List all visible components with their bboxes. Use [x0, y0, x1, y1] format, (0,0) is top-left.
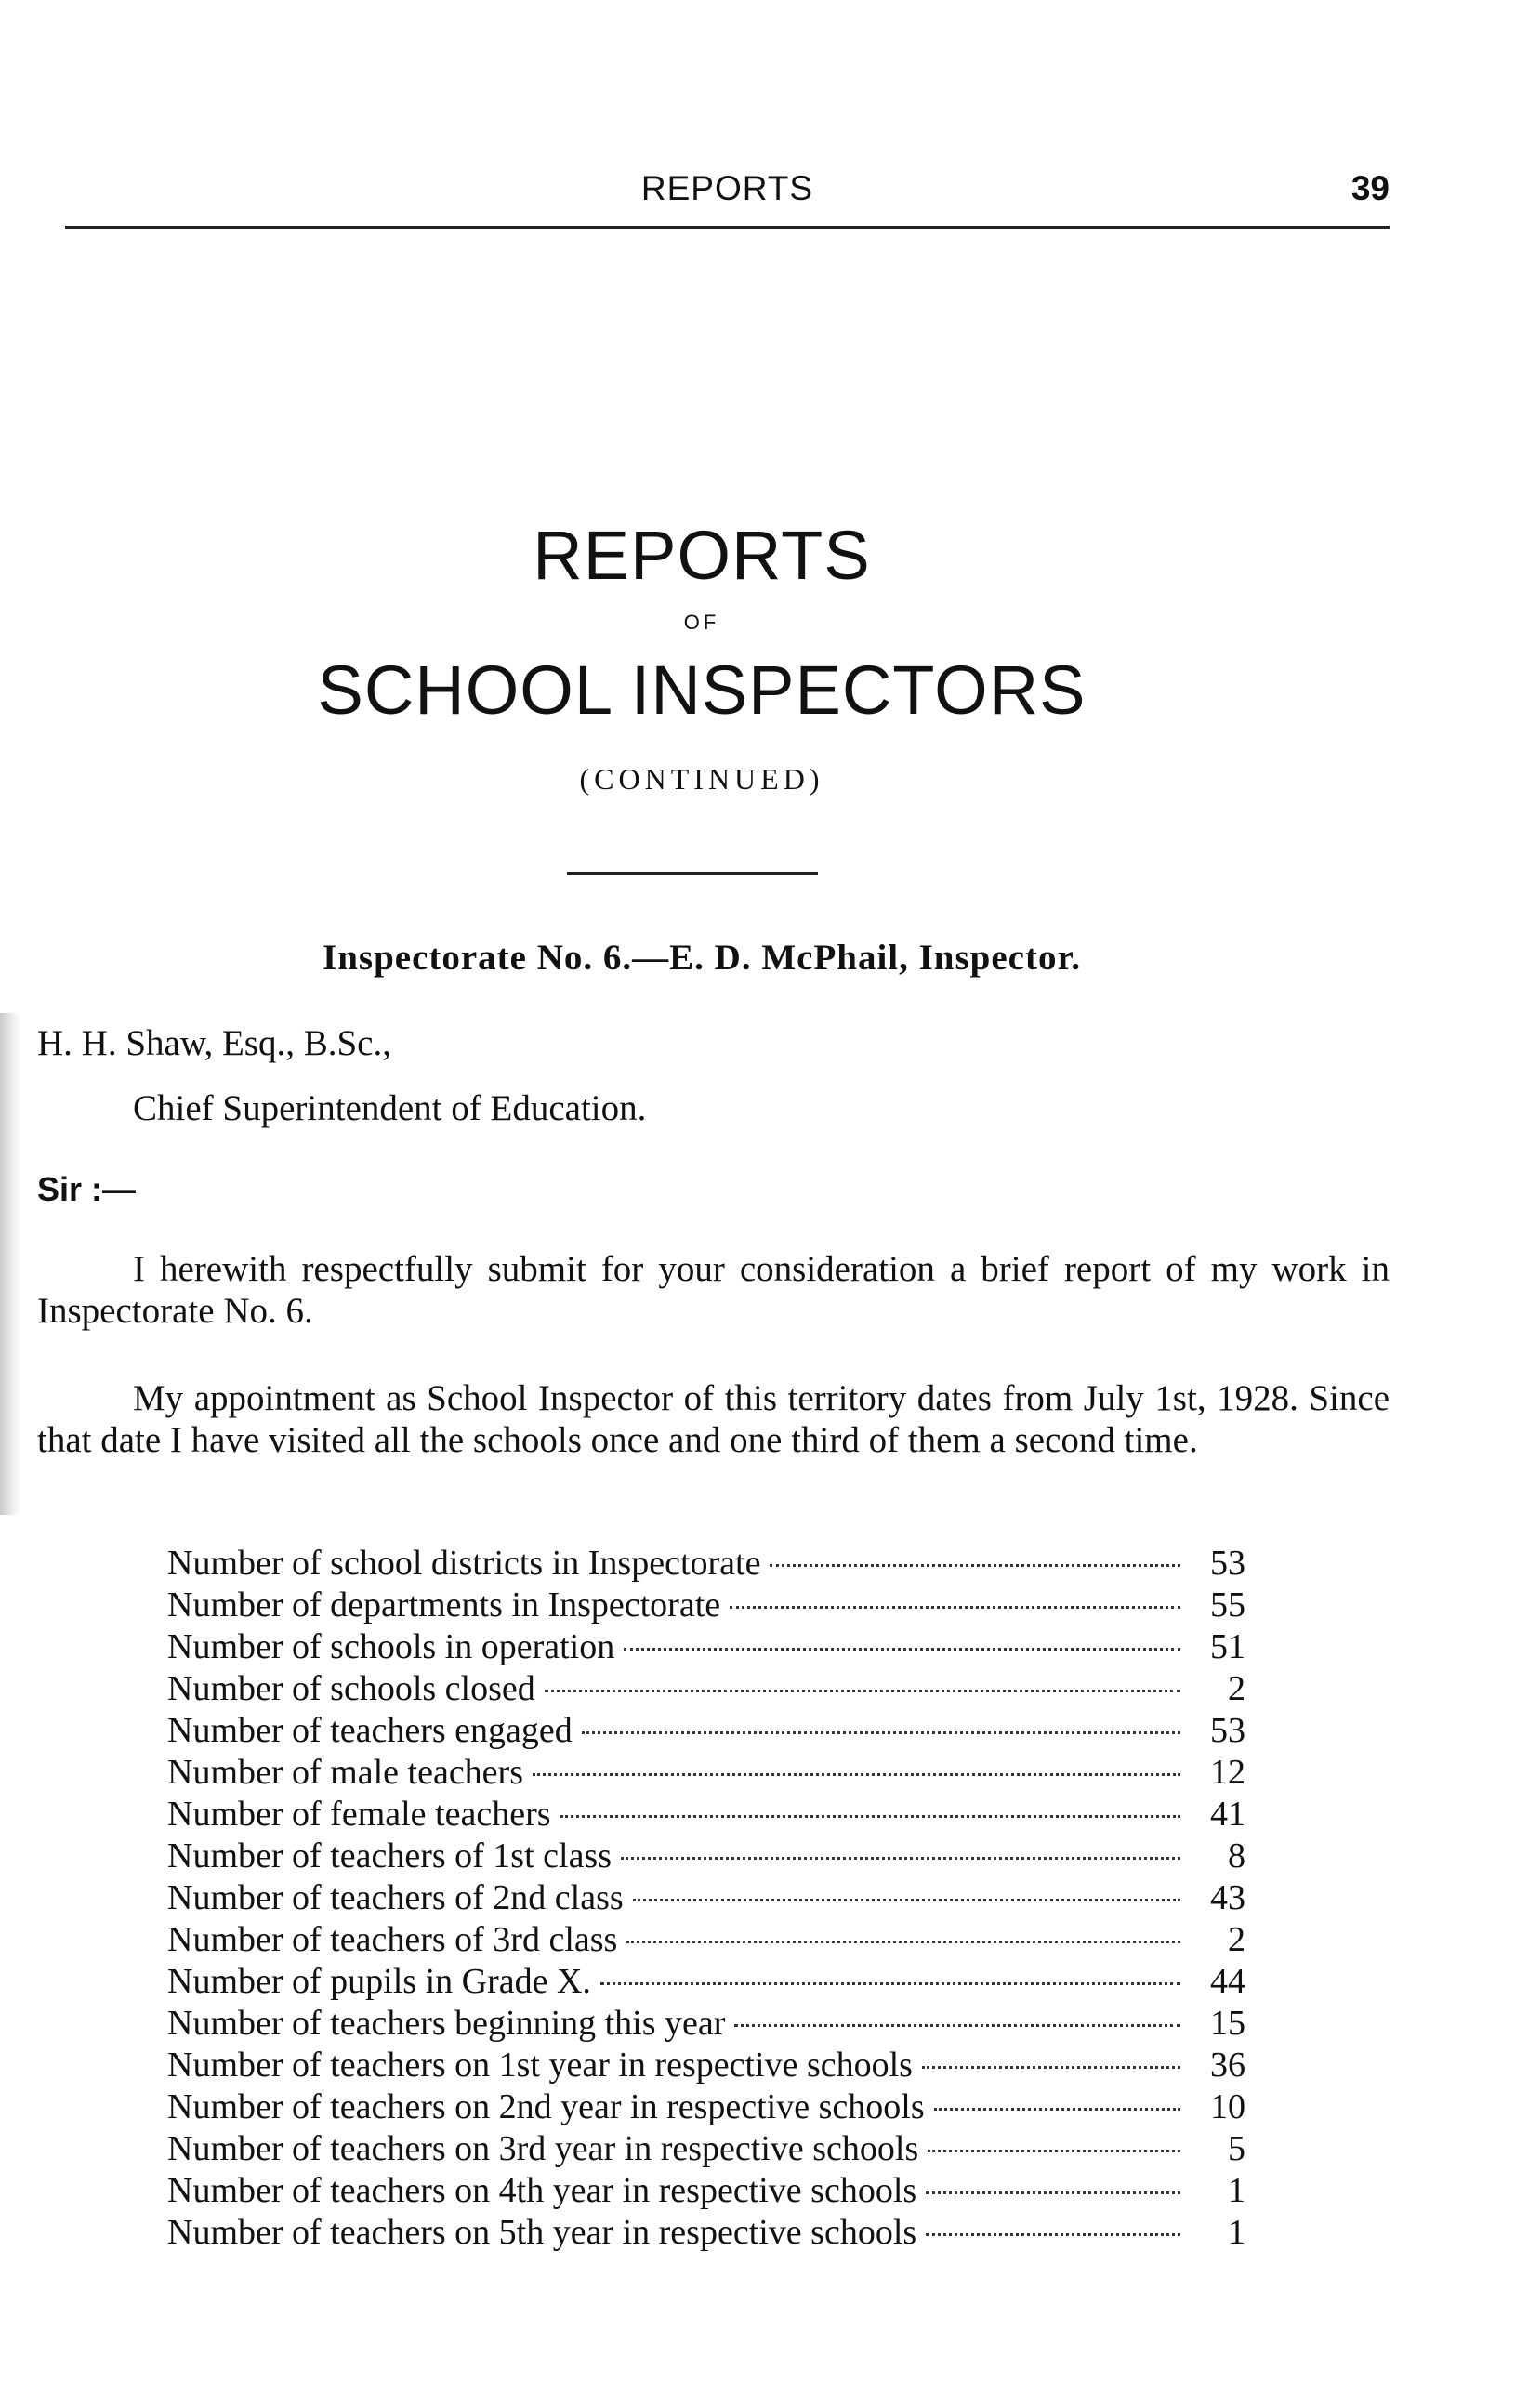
stat-row — [167, 1585, 1245, 1626]
paragraph-2 — [37, 1377, 1390, 1461]
stat-row — [167, 2128, 1245, 2170]
stat-value: 8 — [1228, 1836, 1245, 1875]
stat-row — [167, 1794, 1245, 1836]
dot-leader — [770, 1564, 1180, 1567]
stat-value: 36 — [1210, 2046, 1245, 2085]
stat-value: 2 — [1228, 1669, 1245, 1708]
stat-value: 53 — [1210, 1711, 1245, 1750]
stat-row — [167, 1710, 1245, 1752]
stat-row — [167, 2045, 1245, 2086]
running-header — [65, 165, 1390, 212]
statistics-list — [167, 1543, 1245, 2254]
page-number: 39 — [1350, 169, 1390, 207]
dot-leader — [621, 1857, 1180, 1860]
stat-label: Number of schools closed — [167, 1669, 535, 1708]
stat-row — [167, 1668, 1245, 1710]
stat-label: Number of female teachers — [167, 1795, 551, 1834]
dot-leader — [926, 2233, 1180, 2236]
stat-row — [167, 1877, 1245, 1919]
stat-row — [167, 1836, 1245, 1877]
dot-leader — [730, 1606, 1180, 1609]
stat-row — [167, 2086, 1245, 2128]
stat-label: Number of teachers of 3rd class — [167, 1920, 618, 1959]
stat-value: 43 — [1210, 1878, 1245, 1917]
stat-row — [167, 2170, 1245, 2212]
stat-label: Number of teachers of 1st class — [167, 1836, 613, 1875]
stat-label: Number of teachers on 4th year in respective schools — [167, 2171, 917, 2210]
scan-edge-shadow — [0, 1013, 20, 1515]
stat-label: Number of teachers on 3rd year in respective schools — [167, 2129, 919, 2168]
stat-value: 10 — [1210, 2087, 1245, 2126]
stat-label: Number of departments in Inspectorate — [167, 1586, 721, 1625]
stat-label: Number of teachers on 1st year in respective schools — [167, 2046, 913, 2085]
stat-value: 2 — [1228, 1920, 1245, 1959]
title-reports: REPORTS — [533, 517, 871, 594]
stat-value: 55 — [1210, 1586, 1245, 1625]
stat-row — [167, 1919, 1245, 1961]
stat-value: 12 — [1210, 1753, 1245, 1792]
dot-leader — [734, 2024, 1180, 2027]
stat-value: 51 — [1210, 1627, 1245, 1666]
inspectorate-heading: Inspectorate No. 6.—E. D. McPhail, Inspector. — [323, 938, 1081, 978]
dot-leader — [624, 1648, 1180, 1651]
title-continued: (CONTINUED) — [579, 762, 824, 796]
stat-value: 5 — [1228, 2129, 1245, 2168]
stat-row — [167, 1626, 1245, 1668]
dot-leader — [922, 2066, 1180, 2069]
paragraph-1-text: I herewith respectfully submit for your consideration a brief report of my work in Inspectorate No. 6. — [37, 1249, 1390, 1331]
stat-value: 1 — [1228, 2171, 1245, 2210]
stat-label: Number of teachers of 2nd class — [167, 1878, 624, 1917]
dot-leader — [533, 1773, 1180, 1776]
stat-row — [167, 2212, 1245, 2254]
stat-label: Number of teachers on 5th year in respective schools — [167, 2213, 917, 2252]
stat-label: Number of school districts in Inspectorate — [167, 1544, 761, 1583]
dot-leader — [626, 1941, 1180, 1943]
stat-label: Number of male teachers — [167, 1753, 523, 1792]
dot-leader — [926, 2191, 1180, 2194]
stat-value: 44 — [1210, 1962, 1245, 2001]
stat-value: 53 — [1210, 1544, 1245, 1583]
addressee: H. H. Shaw, Esq., B.Sc., — [37, 1023, 391, 1063]
dot-leader — [600, 1982, 1180, 1985]
paragraph-2-text: My appointment as School Inspector of this territory dates from July 1st, 1928. Since that date I have visited all the schools once and one third of them a second time. — [37, 1378, 1390, 1460]
stat-label: Number of teachers engaged — [167, 1711, 573, 1750]
stat-row — [167, 1752, 1245, 1794]
stat-value: 41 — [1210, 1795, 1245, 1834]
header-rule — [65, 226, 1390, 229]
dot-leader — [928, 2150, 1180, 2152]
salutation: Sir :— — [37, 1170, 137, 1208]
title-school-inspectors: SCHOOL INSPECTORS — [317, 651, 1087, 729]
dot-leader — [545, 1690, 1180, 1692]
stat-row — [167, 2003, 1245, 2045]
paragraph-1 — [37, 1248, 1390, 1332]
running-title: REPORTS — [640, 169, 814, 207]
title-rule — [567, 872, 818, 875]
addressee-title: Chief Superintendent of Education. — [133, 1088, 647, 1128]
dot-leader — [633, 1899, 1180, 1901]
stat-label: Number of schools in operation — [167, 1627, 615, 1666]
stat-label: Number of teachers beginning this year — [167, 2004, 726, 2043]
dot-leader — [934, 2108, 1180, 2111]
stat-label: Number of pupils in Grade X. — [167, 1962, 591, 2001]
stat-value: 1 — [1228, 2213, 1245, 2252]
stat-row — [167, 1543, 1245, 1585]
title-of: OF — [683, 611, 720, 634]
stat-value: 15 — [1210, 2004, 1245, 2043]
dot-leader — [560, 1815, 1180, 1818]
dot-leader — [582, 1731, 1180, 1734]
stat-row — [167, 1961, 1245, 2003]
stat-label: Number of teachers on 2nd year in respective schools — [167, 2087, 925, 2126]
